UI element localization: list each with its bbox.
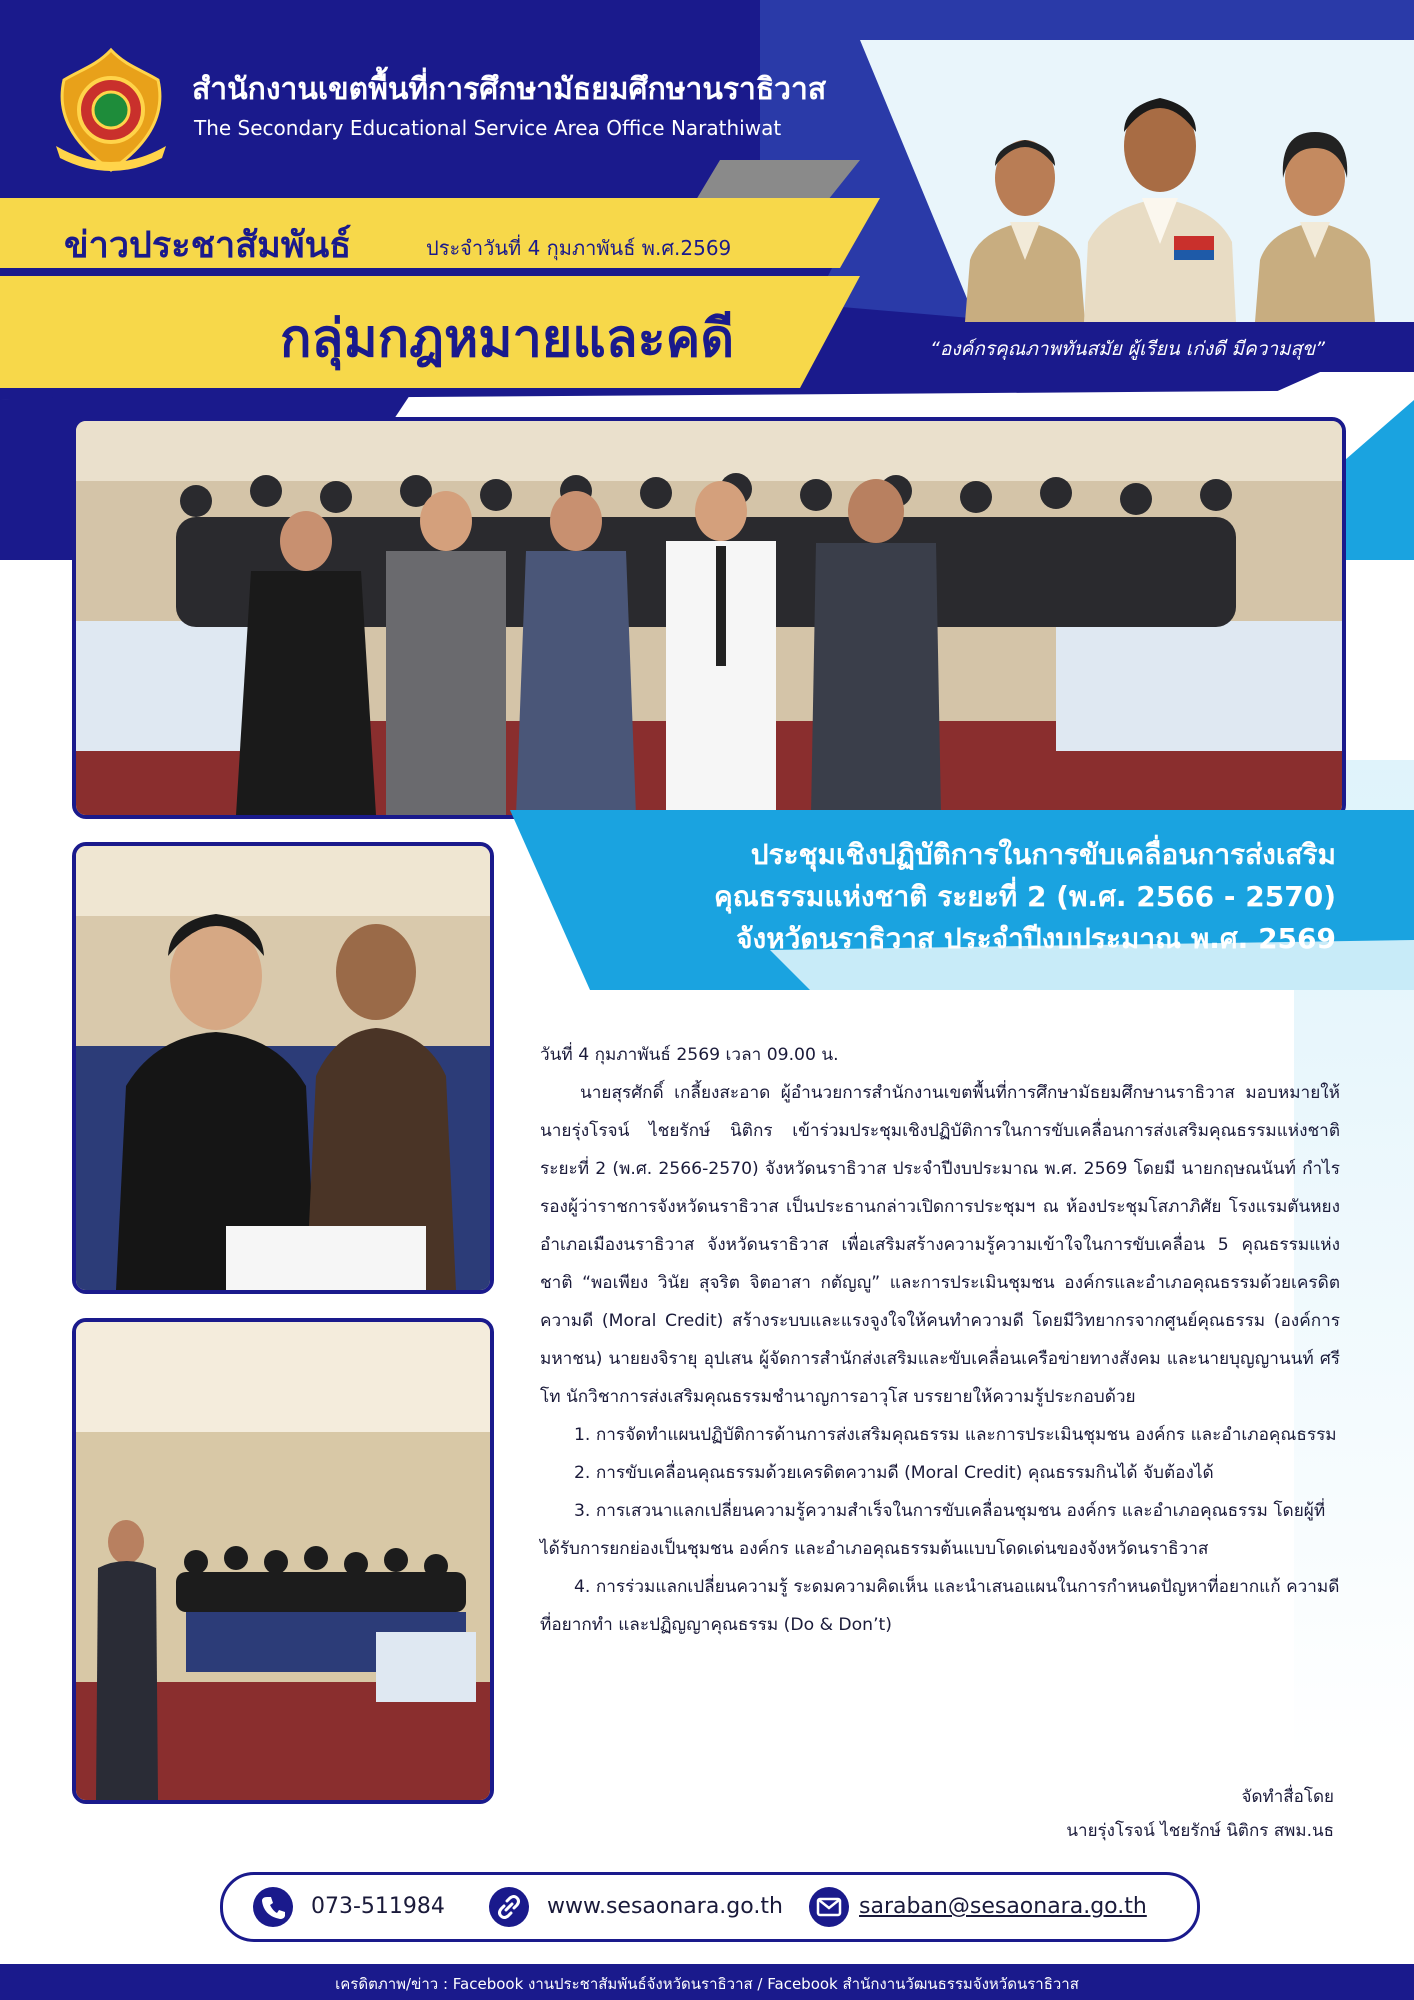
org-emblem-icon: [46, 46, 176, 176]
org-name-english: The Secondary Educational Service Area Office Narathiwat: [194, 116, 782, 140]
link-icon: [489, 1887, 529, 1927]
prepared-name: นายรุ่งโรจน์ ไชยรักษ์ นิติกร สพม.นธ: [1066, 1821, 1334, 1841]
article-list-item: 4. การร่วมแลกเปลี่ยนความรู้ ระดมความคิดเห็น และนำเสนอแผนในการกำหนดปัญหาที่อยากแก้ ความดีที่อยากทำ และปฏิญญาคุณธรรม (Do & Don’t): [540, 1577, 1340, 1635]
article-list-item: 2. การขับเคลื่อนคุณธรรมด้วยเครดิตความดี (Moral Credit) คุณธรรมกินได้ จับต้องได้: [574, 1463, 1214, 1483]
org-name-thai: สำนักงานเขตพื้นที่การศึกษามัธยมศึกษานราธิวาส: [192, 72, 827, 107]
phone-icon: [253, 1887, 293, 1927]
article-list-item: 3. การเสวนาแลกเปลี่ยนความรู้ความสำเร็จในการขับเคลื่อนชุมชน องค์กร และอำเภอคุณธรรม โดยผู้ที่ได้รับการยกย่องเป็นชุมชน องค์กร และอำเภอคุณธรรมต้นแบบโดดเด่นของจังหวัดนราธิวาส: [540, 1501, 1326, 1559]
group-photo: [72, 417, 1346, 819]
headline-line-1: ประชุมเชิงปฏิบัติการในการขับเคลื่อนการส่งเสริม: [750, 838, 1336, 871]
headline-line-3: จังหวัดนราธิวาส ประจำปีงบประมาณ พ.ศ. 2569: [736, 922, 1336, 955]
group-title: กลุ่มกฎหมายและคดี: [280, 309, 735, 369]
contact-bar: [220, 1872, 1200, 1942]
org-logo: [46, 46, 176, 176]
executive-photo-left: [960, 110, 1090, 322]
contact-email[interactable]: saraban@sesaonara.go.th: [859, 1894, 1147, 1919]
side-photo-lecture: [72, 1318, 494, 1804]
side-photo-participants: [72, 842, 494, 1294]
executive-photo-center: [1080, 66, 1240, 322]
article-paragraph: นายสุรศักดิ์ เกลี้ยงสะอาด ผู้อำนวยการสำนักงานเขตพื้นที่การศึกษามัธยมศึกษานราธิวาส มอบหมายให้ นายรุ่งโรจน์ ไชยรักษ์ นิติกร เข้าร่วมประชุมเชิงปฏิบัติการในการขับเคลื่อนการส่งเสริมคุณธรรมแห่งชาติ ระยะที่ 2 (พ.ศ. 2566-2570) จังหวัดนราธิวาส ประจำปีงบประมาณ พ.ศ. 2569 โดยมี นายกฤษณนันท์ กำไร รองผู้ว่าราชการจังหวัดนราธิวาส เป็นประธานกล่าวเปิดการประชุมฯ ณ ห้องประชุมโสภาภิศัย โรงแรมตันหยง อำเภอเมืองนราธิวาส จังหวัดนราธิวาส เพื่อเสริมสร้างความรู้ความเข้าใจในการขับเคลื่อน 5 คุณธรรมแห่งชาติ “พอเพียง วินัย สุจริต จิตอาสา กตัญญู” และการประเมินชุมชน องค์กรและอำเภอคุณธรรมด้วยเครดิตความดี (Moral Credit) สร้างระบบและแรงจูงใจให้คนทำความดี โดยมีวิทยากรจากศูนย์คุณธรรม (องค์การมหาชน) นายยงจิรายุ อุปเสน ผู้จัดการสำนักส่งเสริมและขับเคลื่อนเครือข่ายทางสังคม และนายบุญญานนท์ ศรีโท นักวิชาการส่งเสริมคุณธรรมชำนาญการอาวุโส บรรยายให้ความรู้ประกอบด้วย: [540, 1083, 1340, 1407]
article-list-item: 1. การจัดทำแผนปฏิบัติการด้านการส่งเสริมคุณธรรม และการประเมินชุมชน องค์กร และอำเภอคุณธรรม: [574, 1425, 1337, 1445]
news-title: ข่าวประชาสัมพันธ์: [64, 225, 352, 266]
prepared-by: [1066, 1780, 1334, 1848]
headline: [516, 834, 1336, 960]
mail-icon: [809, 1887, 849, 1927]
contact-phone[interactable]: 073-511984: [311, 1894, 445, 1919]
executive-photo-right: [1250, 108, 1380, 322]
slogan: “องค์กรคุณภาพทันสมัย ผู้เรียน เก่งดี มีความสุข”: [930, 338, 1325, 360]
prepared-label: จัดทำสื่อโดย: [1241, 1787, 1334, 1807]
headline-line-2: คุณธรรมแห่งชาติ ระยะที่ 2 (พ.ศ. 2566 - 2570): [714, 880, 1336, 913]
contact-website[interactable]: www.sesaonara.go.th: [547, 1894, 783, 1919]
article-body: [540, 1036, 1340, 1644]
footer-credit: เครดิตภาพ/ข่าว : Facebook งานประชาสัมพันธ์จังหวัดนราธิวาส / Facebook สำนักงานวัฒนธรรมจังหวัดนราธิวาส: [335, 1975, 1079, 1993]
news-date: ประจำวันที่ 4 กุมภาพันธ์ พ.ศ.2569: [426, 236, 732, 260]
article-date: วันที่ 4 กุมภาพันธ์ 2569 เวลา 09.00 น.: [540, 1045, 839, 1065]
